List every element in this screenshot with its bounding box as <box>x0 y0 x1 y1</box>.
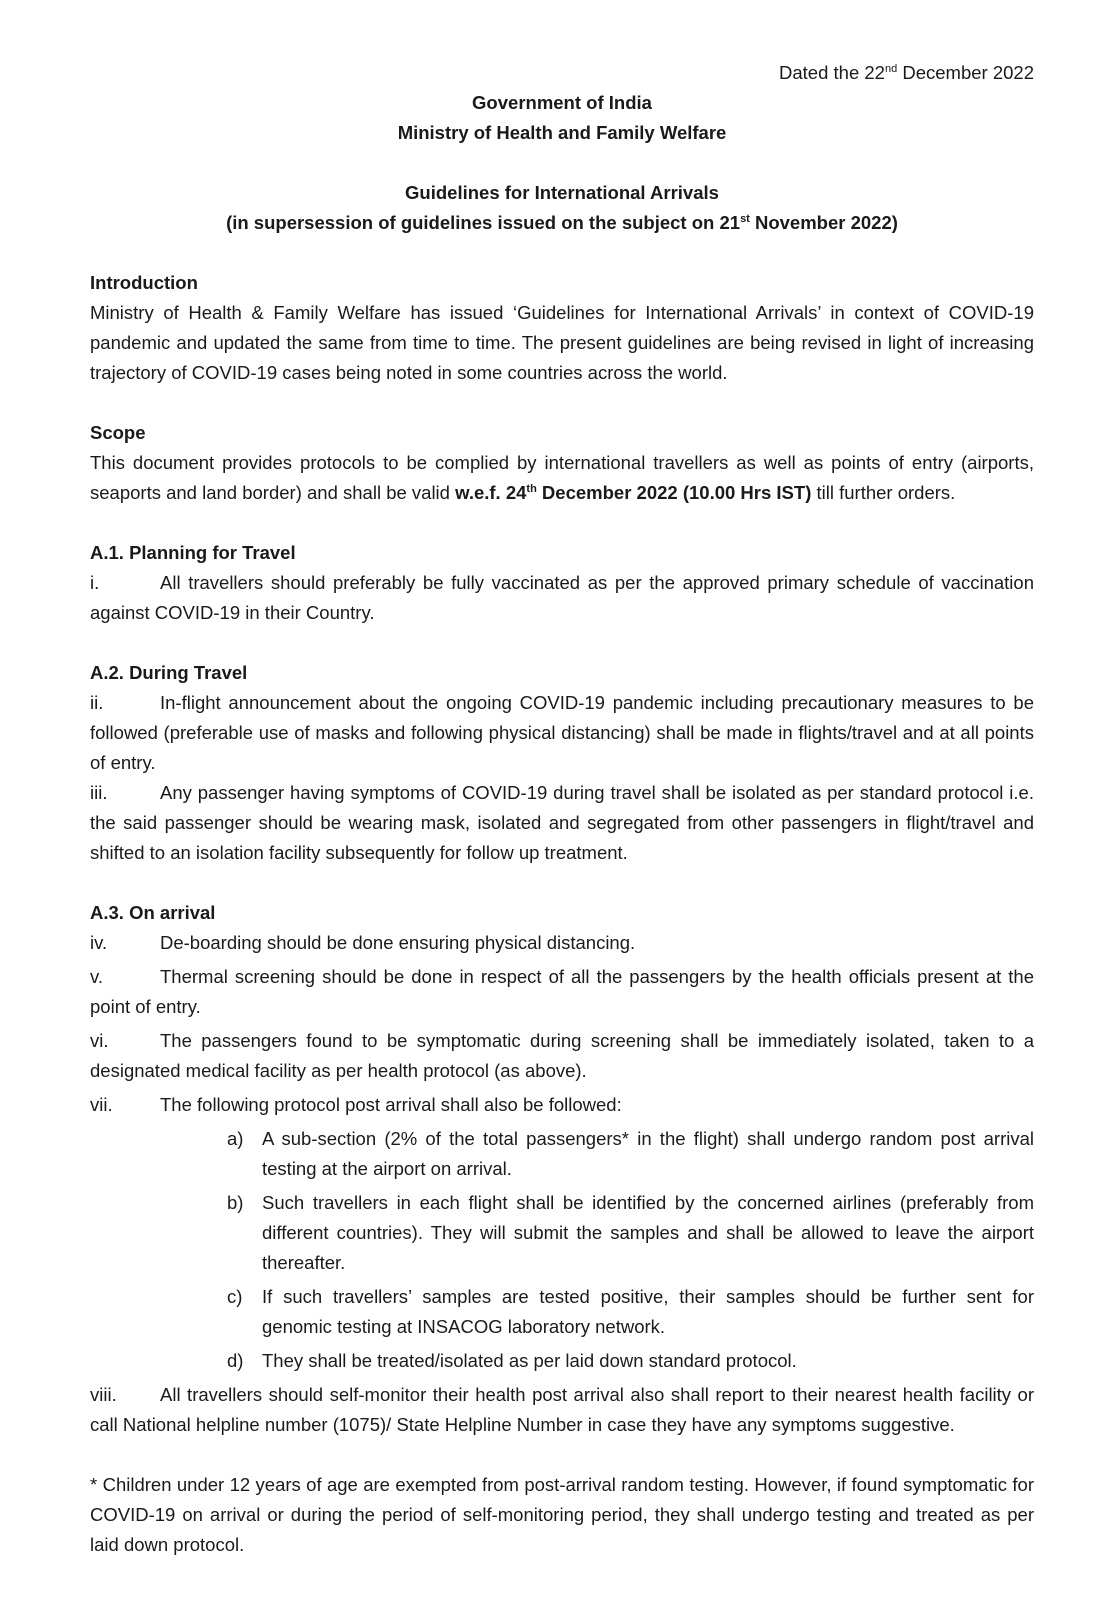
list-item: vii. The following protocol post arrival shall also be followed: <box>90 1094 622 1115</box>
ministry-title: Ministry of Health and Family Welfare <box>397 122 727 143</box>
scope-body: This document provides protocols to be complied by international travellers as well as points of entry (airports, seaports and land border) and shall be valid w.e.f. 24th December 2022 (10.00 Hrs IST) till further orders. <box>90 452 1034 503</box>
document-content <box>90 58 1034 1560</box>
sub-list-item: d) They shall be treated/isolated as per laid down standard protocol. <box>227 1350 797 1371</box>
sub-list-item: b) Such travellers in each flight shall be identified by the concerned airlines (preferably from different countries). They will submit the samples and shall be allowed to leave the airport thereafter. <box>227 1192 1034 1273</box>
list-item: v. Thermal screening should be done in respect of all the passengers by the health officials present at the point of entry. <box>90 966 1034 1017</box>
a2-heading: A.2. During Travel <box>90 662 248 683</box>
list-item: iii. Any passenger having symptoms of COVID-19 during travel shall be isolated as per standard protocol i.e. the said passenger should be wearing mask, isolated and segregated from other passengers in flight/travel and shifted to an isolation facility subsequently for follow up treatment. <box>90 782 1034 863</box>
list-item: vi. The passengers found to be symptomatic during screening shall be immediately isolated, taken to a designated medical facility as per health protocol (as above). <box>90 1030 1034 1081</box>
a3-heading: A.3. On arrival <box>90 902 216 923</box>
list-item: iv. De-boarding should be done ensuring physical distancing. <box>90 932 636 953</box>
document-date: Dated the 22nd December 2022 <box>779 62 1034 83</box>
list-item: ii. In-flight announcement about the ongoing COVID-19 pandemic including precautionary measures to be followed (preferable use of masks and following physical distancing) shall be made in flights/travel and at all points of entry. <box>90 692 1034 773</box>
doc-subtitle: (in supersession of guidelines issued on the subject on 21st November 2022) <box>226 212 898 233</box>
intro-heading: Introduction <box>90 272 198 293</box>
list-item: i. All travellers should preferably be fully vaccinated as per the approved primary schedule of vaccination against COVID-19 in their Country. <box>90 572 1034 623</box>
list-item: viii. All travellers should self-monitor their health post arrival also shall report to their nearest health facility or call National helpline number (1075)/ State Helpline Number in case they have any symptoms suggestive. <box>90 1384 1034 1435</box>
scope-heading: Scope <box>90 422 146 443</box>
sub-list-item: c) If such travellers’ samples are tested positive, their samples should be further sent for genomic testing at INSACOG laboratory network. <box>227 1286 1034 1337</box>
a1-heading: A.1. Planning for Travel <box>90 542 296 563</box>
doc-title: Guidelines for International Arrivals <box>405 182 719 203</box>
sub-list-item: a) A sub-section (2% of the total passengers* in the flight) shall undergo random post arrival testing at the airport on arrival. <box>227 1128 1034 1179</box>
footnote: * Children under 12 years of age are exempted from post-arrival random testing. However, if found symptomatic for COVID-19 on arrival or during the period of self-monitoring period, they shall undergo testing and treated as per laid down protocol. <box>90 1474 1034 1555</box>
gov-title: Government of India <box>472 92 652 113</box>
intro-body: Ministry of Health & Family Welfare has issued ‘Guidelines for International Arrivals’ in context of COVID-19 pandemic and updated the same from time to time. The present guidelines are being revised in light of increasing trajectory of COVID-19 cases being noted in some countries across the world. <box>90 302 1034 383</box>
